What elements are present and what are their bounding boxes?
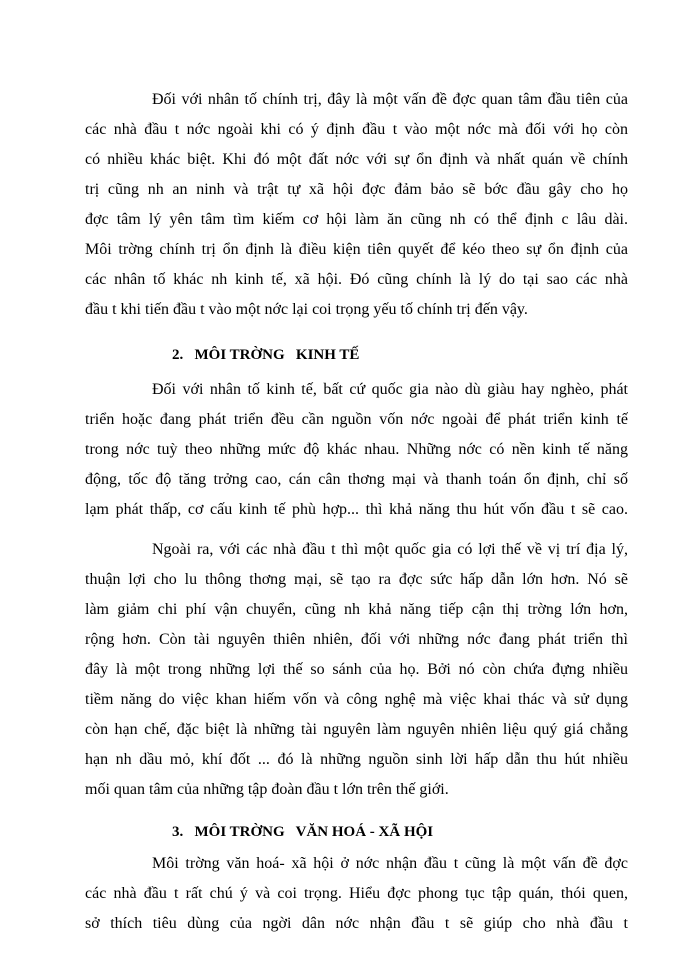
paragraph-line: thuận lợi cho lu thông thơng mại, sẽ tạo ra đợc sức hấp dẫn lớn hơn. Nó sẽ [85,571,628,588]
paragraph-line: có nhiều khác biệt. Khi đó một đất nớc với sự ổn định và nhất quán về chính [85,151,628,168]
paragraph-line: trị cũng nh an ninh và trật tự xã hội đợc đảm bảo sẽ bớc đầu gây cho họ [85,181,628,198]
paragraph-line: Môi trờng chính trị ổn định là điều kiện tiên quyết để kéo theo sự ổn định của [85,241,628,258]
paragraph-line: lạm phát thấp, cơ cấu kinh tế phù hợp... thì khả năng thu hút vốn đầu t sẽ cao. [85,501,628,518]
paragraph-line: trong nớc tuỳ theo những mức độ khác nhau. Những nớc có nền kinh tế năng [85,441,628,458]
paragraph-line: đầu t khi tiến đầu t vào một nớc lại coi trọng yếu tố chính trị đến vậy. [85,301,528,318]
section-heading: 3. MÔI TRỜNG VĂN HOÁ - XÃ HỘI [172,824,434,840]
paragraph-line: các nhân tố khác nh kinh tế, xã hội. Đó cũng chính là lý do tại sao các nhà [85,271,628,288]
paragraph-line: triển hoặc đang phát triển đều cần nguồn vốn nớc ngoài để phát triển kinh tế [85,411,628,428]
paragraph-line: rộng hơn. Còn tài nguyên thiên nhiên, đối với những nớc đang phát triển thì [85,631,628,648]
paragraph-line: mối quan tâm của những tập đoàn đầu t lớn trên thế giới. [85,781,449,798]
paragraph-line: Đối với nhân tố chính trị, đây là một vấn đề đợc quan tâm đầu tiên của [152,91,628,108]
section-heading: 2. MÔI TRỜNG KINH TẾ [172,347,360,363]
paragraph-line: đây là một trong những lợi thế so sánh của họ. Bởi nó còn chứa đựng nhiều [85,661,628,678]
paragraph-line: hạn nh dầu mỏ, khí đốt ... đó là những nguồn sinh lời hấp dẫn thu hút nhiều [85,751,628,768]
paragraph-line: làm giảm chi phí vận chuyển, cũng nh khả năng tiếp cận thị trờng lớn hơn, [85,601,628,618]
paragraph-line: các nhà đầu t rất chú ý và coi trọng. Hiểu đợc phong tục tập quán, thói quen, [85,885,628,902]
paragraph-line: sở thích tiêu dùng của ngời dân nớc nhận đầu t sẽ giúp cho nhà đầu t [85,915,628,932]
paragraph-line: các nhà đầu t nớc ngoài khi có ý định đầu t vào một nớc mà đối với họ còn [85,121,628,138]
paragraph-line: Ngoài ra, với các nhà đầu t thì một quốc gia có lợi thế về vị trí địa lý, [152,541,628,558]
paragraph-line: động, tốc độ tăng trởng cao, cán cân thơng mại và thanh toán ổn định, chỉ số [85,471,628,488]
paragraph-line: còn hạn chế, đặc biệt là những tài nguyên làm nguyên nhiên liệu quý giá chẳng [85,721,628,738]
paragraph-line: Đối với nhân tố kinh tế, bất cứ quốc gia nào dù giàu hay nghèo, phát [152,381,628,398]
paragraph-line: đợc tâm lý yên tâm tìm kiếm cơ hội làm ăn cũng nh có thể định c lâu dài. [85,211,628,228]
paragraph-line: Môi trờng văn hoá- xã hội ở nớc nhận đầu t cũng là một vấn đề đợc [152,855,628,872]
paragraph-line: tiềm năng do việc khan hiếm vốn và công nghệ mà việc khai thác và sử dụng [85,691,628,708]
